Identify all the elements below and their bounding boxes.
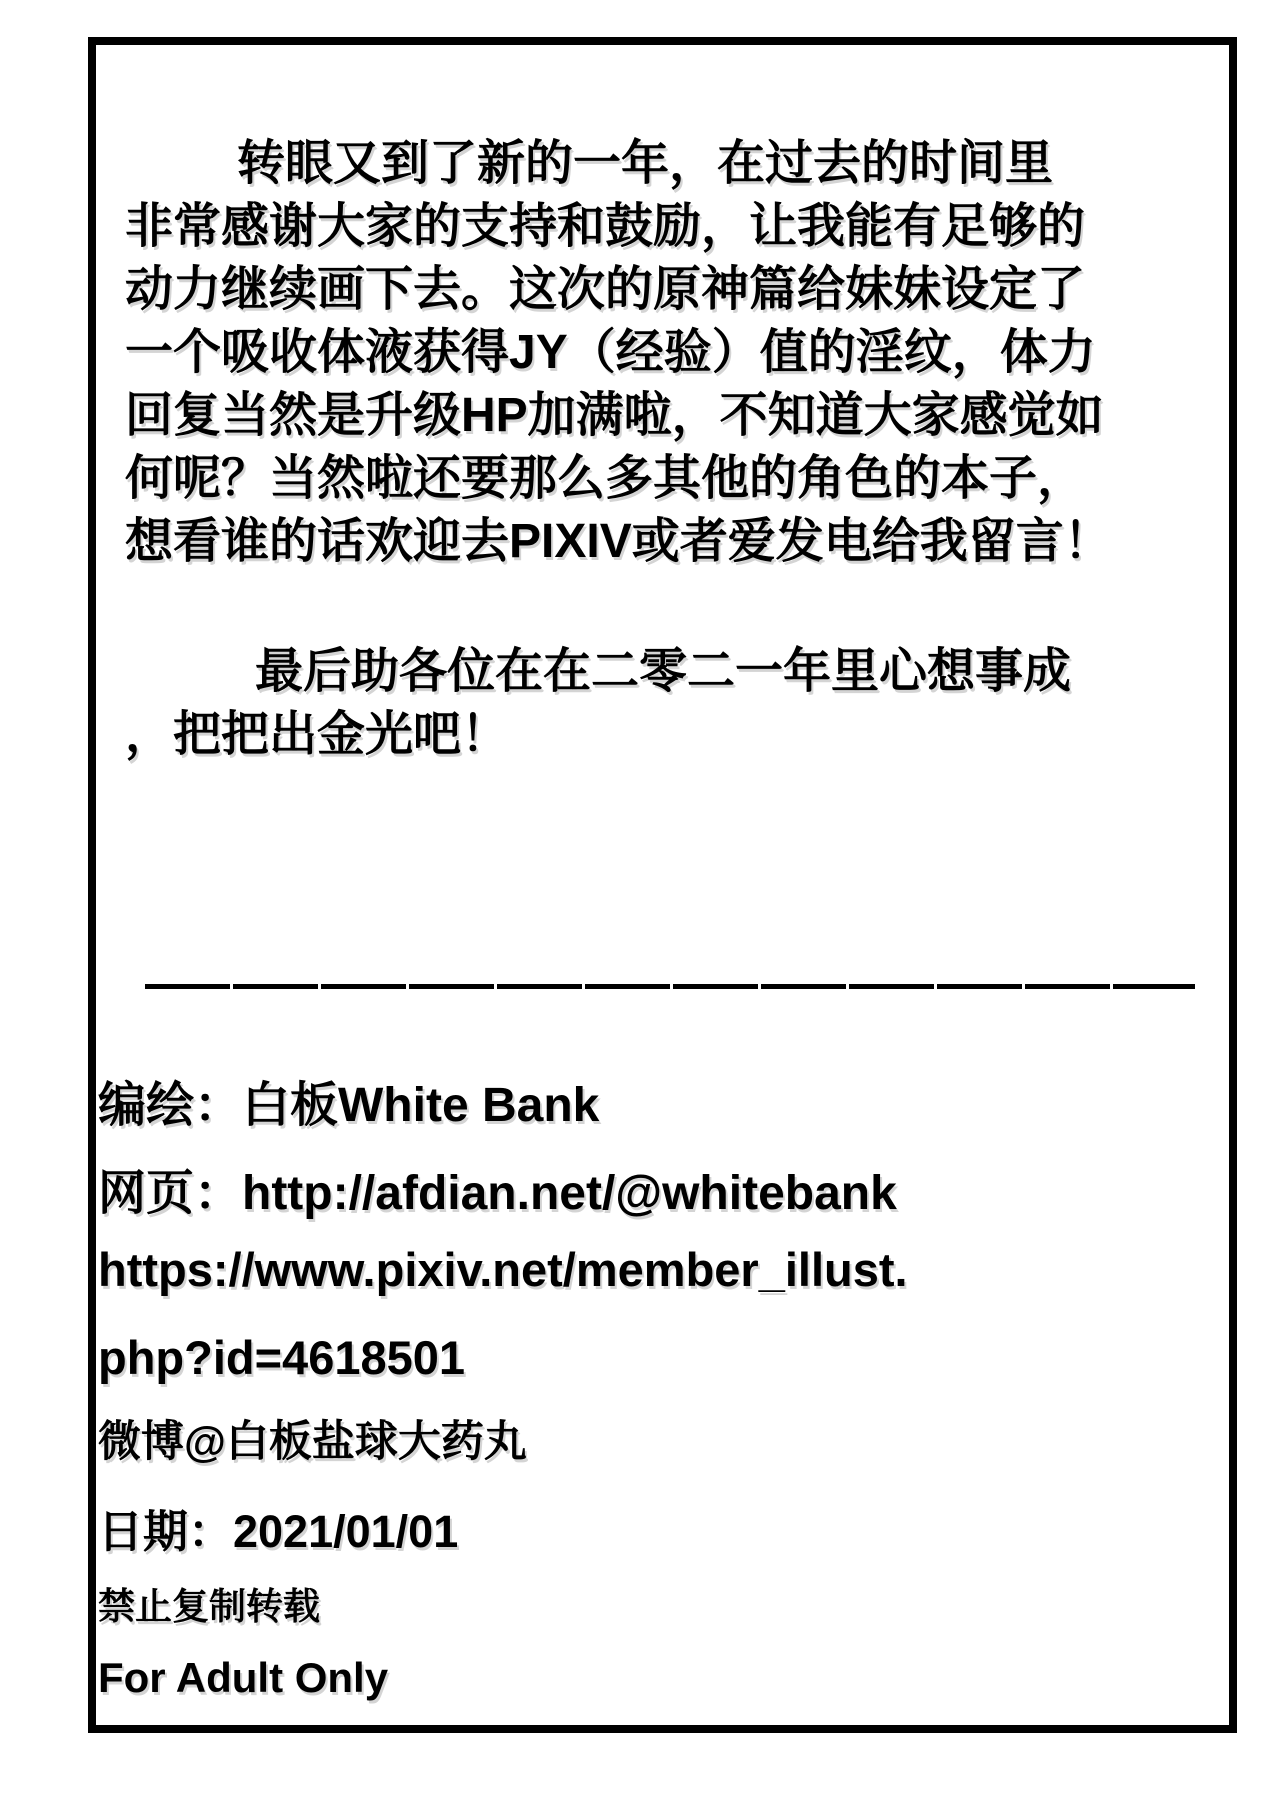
paragraph-line: 回复当然是升级HP加满啦，不知道大家感觉如	[125, 389, 1104, 442]
divider-line	[145, 984, 1195, 989]
pixiv-url-line-1: https://www.pixiv.net/member_illust.	[98, 1243, 908, 1296]
pixiv-url-line-2: php?id=4618501	[98, 1331, 466, 1384]
artist-credit: 编绘：白板White Bank	[98, 1079, 600, 1132]
paragraph-line: 想看谁的话欢迎去PIXIV或者爱发电给我留言！	[125, 515, 1112, 568]
paragraph-line: 最后助各位在在二零二一年里心想事成	[255, 645, 1072, 698]
copyright-notice: 禁止复制转载	[98, 1586, 320, 1627]
paragraph-line: 何呢？当然啦还要那么多其他的角色的本子，	[125, 452, 1086, 505]
paragraph-line: ，把把出金光吧！	[125, 708, 510, 761]
publish-date: 日期：2021/01/01	[98, 1506, 459, 1557]
weibo-handle: 微博@白板盐球大药丸	[98, 1418, 527, 1466]
adult-only-label: For Adult Only	[98, 1654, 389, 1701]
afterword-paragraph-2	[125, 640, 1071, 766]
afterword-paragraph-1	[125, 132, 1112, 573]
website-url: 网页：http://afdian.net/@whitebank	[98, 1167, 897, 1220]
paragraph-line: 非常感谢大家的支持和鼓励，让我能有足够的	[125, 200, 1086, 253]
paragraph-line: 一个吸收体液获得JY（经验）值的淫纹，体力	[125, 326, 1096, 379]
paragraph-line: 动力继续画下去。这次的原神篇给妹妹设定了	[125, 263, 1086, 316]
paragraph-line: 转眼又到了新的一年，在过去的时间里	[237, 137, 1054, 190]
